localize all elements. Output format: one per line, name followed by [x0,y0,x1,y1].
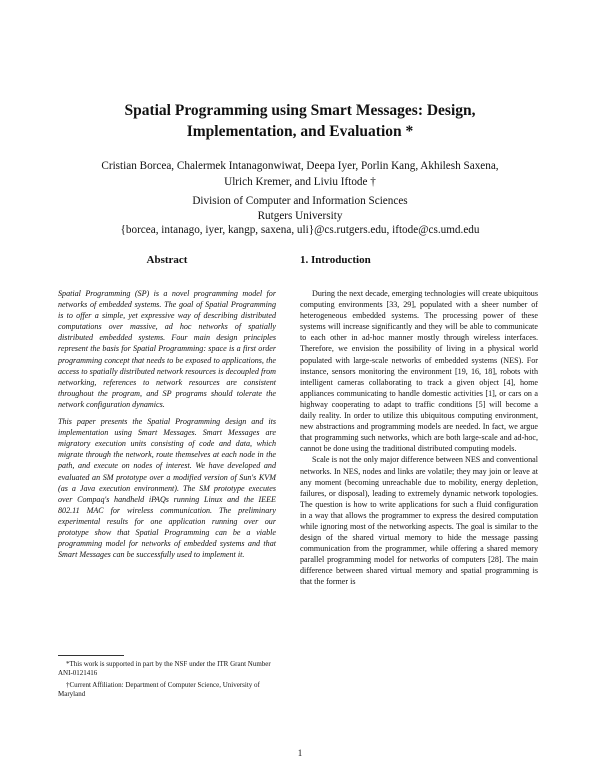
abstract-paragraph: This paper presents the Spatial Programming design and its implementation using Smart Messages. Smart Messages are migratory execution units consisting of code and data, which migrate through the network, route themselves at each node in the path, and execute on nodes of interest. We have developed and evaluated an SM prototype over a modified version of Sun's KVM (as a Java execution environment). The SM prototype executes over Compaq's handheld iPAQs running Linux and the IEEE 802.11 MAC for wireless communication. The preliminary experimental results for one application running over our prototype show that Spatial Programming can be a viable programming model for networks of embedded systems and that Smart Messages can be successfully used to implement it. [58,417,276,560]
affiliation-university: Rutgers University [257,209,343,222]
right-column [300,253,538,588]
introduction-heading: 1. Introduction [300,254,371,266]
affiliation-emails: {borcea, intanago, iyer, kangp, saxena, uli}@cs.rutgers.edu, iftode@cs.umd.edu [120,224,480,236]
page-number: 1 [297,748,303,758]
paper-title [60,100,540,142]
footnotes [58,655,276,701]
abstract-heading: Abstract [146,254,188,266]
author-list [50,158,550,190]
abstract-paragraph: Spatial Programming (SP) is a novel programming model for networks of embedded systems. The goal of Spatial Programming is to offer a simple, yet expressive way of describing distributed computations over massive, ad hoc networks of spatially distributed embedded systems. Four main design principles represent the basis for Spatial Programming: space is a first order programming concept that needs to be exposed to applications, the access to spatially distributed network resources is decoupled from networking, references to network resources are consistent throughout the program, and SP programs should tolerate the network configuration dynamics. [58,289,276,409]
left-column [58,253,276,566]
footnote-affiliation: †Current Affiliation: Department of Computer Science, University of Maryland [58,680,260,698]
footnote-rule [58,655,124,656]
affiliation [60,194,540,238]
footnote-funding: *This work is supported in part by the NSF under the ITR Grant Number ANI-0121416 [58,660,271,678]
introduction-paragraph: During the next decade, emerging technologies will create ubiquitous computing environments [33, 29], populated with a sheer number of heterogeneous embedded systems. The processing power of these systems will increase significantly and they will be able to communicate to each other in ad-hoc manner mostly through wireless interfaces. Therefore, we envision the possibility of living in a physical world populated with large-scale networks of embedded systems (NES). For instance, sensors monitoring the environment [19, 16, 18], robots with intelligent cameras collaborating to track a given object [4], home appliances communicating to handle domestic activities [1], or cars on a highway cooperating to adapt to traffic conditions [5] will become a daily reality. In order to utilize this ubiquitous computing environment, new abstractions and programming models are needed. In fact, we argue that programming such networks, which are both large-scale and ad-hoc, cannot be done using the traditional distributed computing models. [300,289,538,454]
affiliation-division: Division of Computer and Information Sciences [192,195,408,207]
title-line-2: Implementation, and Evaluation * [186,123,414,140]
authors-line-1: Cristian Borcea, Chalermek Intanagonwiwat, Deepa Iyer, Porlin Kang, Akhilesh Saxena, [101,160,499,172]
introduction-paragraph: Scale is not the only major difference between NES and conventional networks. In NES, nodes and links are volatile; they may join or leave at any moment (becoming unreachable due to mobility, energy depletion, failures, or disposal), leading to extremely dynamic network topologies. The question is how to write applications for such a fluid configuration in a way that allows the programmer to express the desired computation while ignoring most of the networking aspects. The goal is similar to the design of the shared virtual memory to hide the message passing communication from the programmer, while offering a shared memory parallel programming model for networks of computers [28]. The main difference between shared virtual memory and spatial programming is that the former is [300,455,538,587]
title-line-1: Spatial Programming using Smart Messages: Design, [124,102,476,119]
authors-line-2: Ulrich Kremer, and Liviu Iftode † [224,176,376,188]
